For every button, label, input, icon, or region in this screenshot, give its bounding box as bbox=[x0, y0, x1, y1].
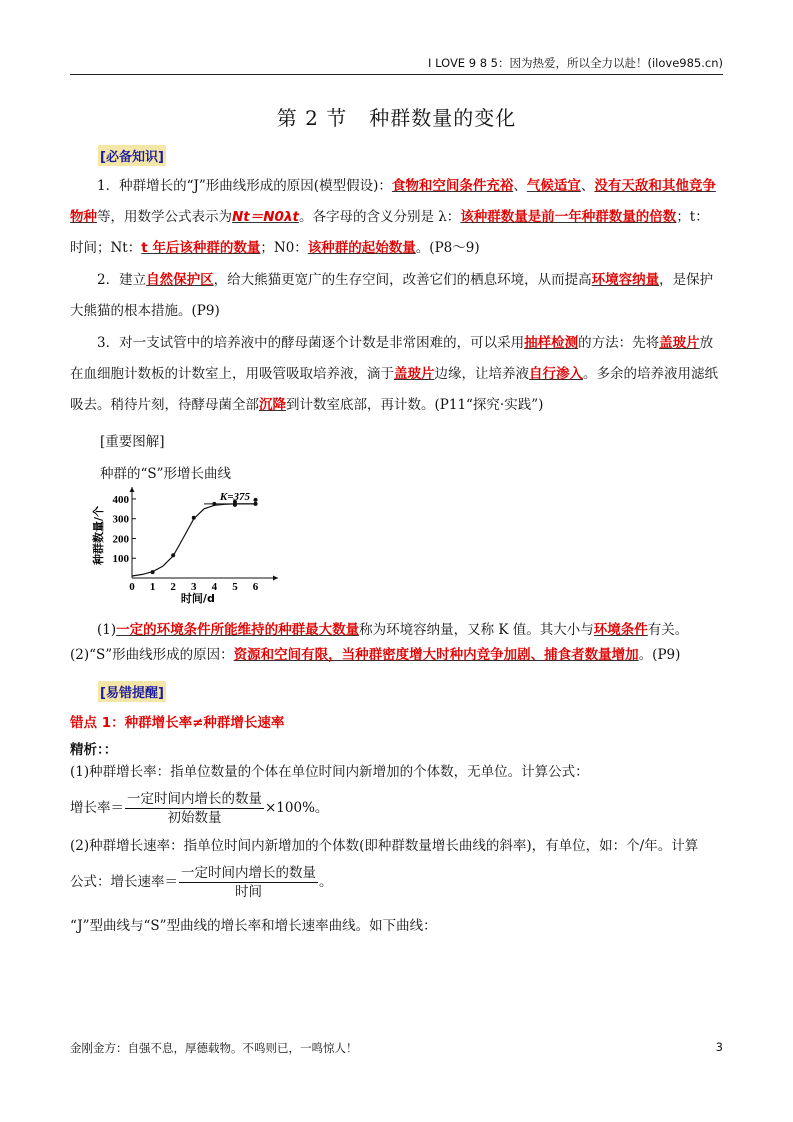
paragraph-7: (2)种群增长速率：指单位时间内新增加的个体数(即种群数量增长曲线的斜率)，有单位，如：个/年。计算 bbox=[70, 838, 699, 854]
figure-caption: 种群的“S”形增长曲线 bbox=[100, 466, 232, 482]
answer: 气候适宜 bbox=[526, 178, 581, 194]
x-tick-label: 4 bbox=[211, 581, 218, 593]
y-axis-arrow bbox=[130, 487, 135, 492]
answer: 盖玻片 bbox=[659, 335, 700, 351]
tag-error-reminder-label: 易错提醒 bbox=[105, 686, 158, 701]
tag-required-knowledge: [必备知识] bbox=[98, 145, 166, 166]
paragraph-5: (2)“S”形曲线形成的原因：资源和空间有限，当种群密度增大时种内竞争加剧、捕食者数量增加。(P9) bbox=[70, 647, 681, 663]
paragraph-4: (1)一定的环境条件所能维持的种群最大数量称为环境容纳量，又称 K 值。其大小与环境条件有关。 bbox=[97, 622, 689, 638]
formula-growth-speed: 公式：增长速率＝ $\frac{\text{一定时间内增长的数量}}{\text{时间}}$ 。 bbox=[70, 865, 333, 900]
s-curve-line bbox=[132, 504, 256, 576]
footer-motto: 金刚金方：自强不息，厚德载物。不鸣则已，一鸣惊人！ bbox=[70, 1041, 358, 1055]
data-point bbox=[212, 502, 216, 506]
data-point bbox=[151, 570, 155, 574]
x-tick-label: 6 bbox=[252, 581, 259, 593]
x-tick-label: 2 bbox=[170, 581, 176, 593]
answer: 自然保护区 bbox=[146, 272, 214, 288]
page-header: I LOVE 9 8 5：因为热爱，所以全力以赴！(ilove985.cn) bbox=[70, 54, 723, 75]
y-tick-label: 100 bbox=[112, 553, 129, 566]
answer: 该种群数量是前一年种群数量的倍数 bbox=[460, 209, 677, 225]
tag-required-knowledge-label: 必备知识 bbox=[105, 150, 158, 165]
formula-growth-rate: 增长率＝ $\frac{\text{一定时间内增长的数量}}{\text{初始数量}}$ ×100%。 bbox=[70, 791, 329, 826]
k-value-label: K=375 bbox=[219, 490, 250, 503]
section-name: 种群数量的变化 bbox=[369, 106, 517, 130]
page-title bbox=[0, 102, 793, 131]
data-point bbox=[192, 516, 196, 520]
answer: 食物和空间条件充裕 bbox=[391, 178, 514, 194]
answer: 没有天敌和其他竞争物种 bbox=[70, 178, 716, 225]
page-footer bbox=[70, 1040, 723, 1056]
x-tick-label: 3 bbox=[191, 581, 197, 593]
paragraph-8: “J”型曲线与“S”型曲线的增长率和增长速率曲线。如下曲线： bbox=[70, 918, 437, 934]
answer: 该种群的起始数量 bbox=[307, 240, 416, 256]
answer: 环境条件 bbox=[593, 622, 648, 638]
x-tick-label: 5 bbox=[232, 581, 238, 593]
paragraph-3: 3．对一支试管中的培养液中的酵母菌逐个计数是非常困难的，可以采用抽样检测的方法：先将盖玻片放在血细胞计数板的计数室上，用吸管吸取培养液，滴于盖玻片边缘，让培养液自行渗入。多余的培养液用滤纸吸去。稍待片刻，待酵母菌全部沉降到计数室底部，再计数。(P11“探究·实践”) bbox=[70, 335, 718, 413]
data-point bbox=[171, 553, 175, 557]
answer: 一定的环境条件所能维持的种群最大数量 bbox=[116, 622, 360, 638]
x-tick-label: 1 bbox=[149, 581, 156, 593]
answer: t 年后该种群的数量 bbox=[141, 240, 261, 256]
paragraph-6: (1)种群增长率：指单位数量的个体在单位时间内新增加的个体数，无单位。计算公式： bbox=[70, 764, 589, 780]
y-axis-label: 种群数量/个 bbox=[92, 505, 105, 566]
x-tick-label: 0 bbox=[129, 581, 135, 593]
error-point-1: 错点 1：种群增长率≠种群增长速率 bbox=[70, 715, 285, 731]
answer: 盖玻片 bbox=[394, 366, 435, 382]
section-number: 第 2 节 bbox=[276, 106, 348, 130]
y-tick-label: 400 bbox=[112, 493, 129, 506]
answer: 环境容纳量 bbox=[591, 272, 660, 288]
answer: 资源和空间有限，当种群密度增大时种内竞争加剧、捕食者数量增加 bbox=[233, 647, 639, 663]
x-axis-arrow bbox=[273, 576, 278, 581]
answer: 自行渗入 bbox=[529, 366, 583, 382]
y-tick-label: 200 bbox=[112, 533, 129, 546]
analysis-label: 精析：： bbox=[70, 742, 118, 758]
paragraph-2: 2．建立自然保护区，给大熊猫更宽广的生存空间，改善它们的栖息环境，从而提高环境容纳量，是保护大熊猫的根本措施。(P9) bbox=[70, 272, 714, 319]
data-point bbox=[254, 502, 258, 506]
x-axis-label: 时间/d bbox=[180, 592, 215, 605]
page-number: 3 bbox=[715, 1040, 723, 1054]
figure-heading: [重要图解] bbox=[100, 434, 165, 450]
answer: 抽样检测 bbox=[524, 335, 579, 351]
answer-formula: Nt＝N0λt bbox=[232, 209, 299, 225]
answer: 沉降 bbox=[259, 397, 286, 413]
paragraph-1: 1．种群增长的“J”形曲线形成的原因(模型假设)：食物和空间条件充裕、气候适宜、没有天敌和其他竞争物种等，用数学公式表示为Nt＝N0λt。各字母的含义分别是 λ：该种群数量是前一年种群数量的倍数；t：时间；Nt：t 年后该种群的数量；N0：该种群的起始数量。(P8～9) bbox=[70, 178, 716, 256]
y-tick-label: 300 bbox=[112, 513, 129, 526]
tag-error-reminder: [易错提醒] bbox=[98, 681, 166, 702]
data-point bbox=[254, 498, 258, 502]
s-curve-chart bbox=[92, 486, 282, 611]
